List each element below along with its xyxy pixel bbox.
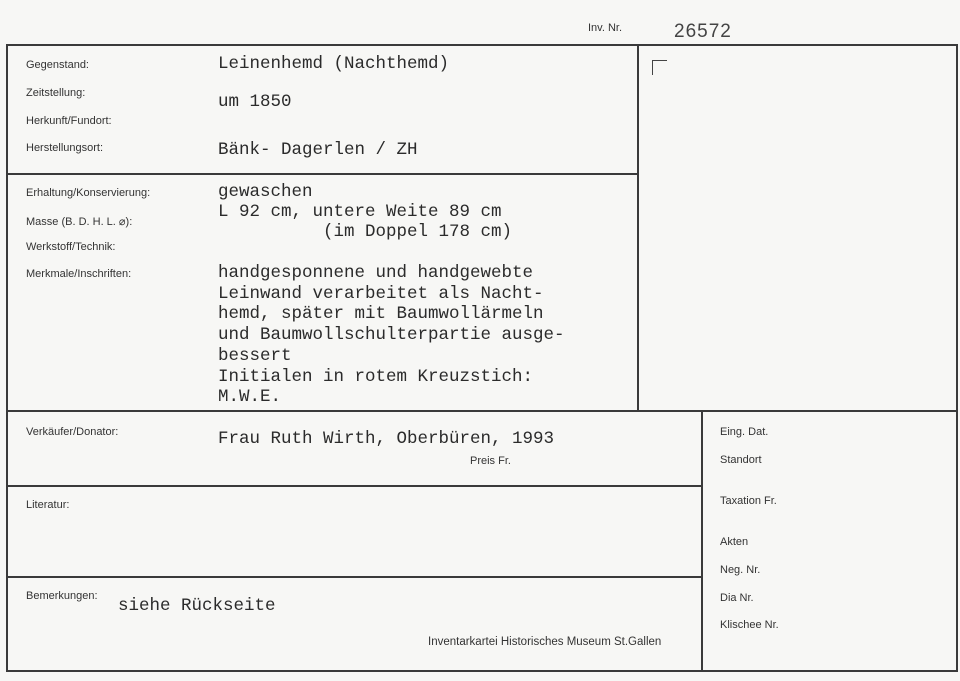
corner-mark xyxy=(652,60,667,75)
value-merkmale-line-3: hemd, später mit Baumwollärmeln xyxy=(218,304,544,324)
footer-institution: Inventarkartei Historisches Museum St.Gallen xyxy=(428,636,662,648)
value-zeitstellung: um 1850 xyxy=(218,92,292,112)
label-bemerkungen: Bemerkungen: xyxy=(26,590,98,602)
value-merkmale-line-7: M.W.E. xyxy=(218,387,282,407)
value-gegenstand: Leinenhemd (Nachthemd) xyxy=(218,54,450,74)
label-klischee-nr: Klischee Nr. xyxy=(720,619,779,631)
label-taxation: Taxation Fr. xyxy=(720,495,777,507)
label-standort: Standort xyxy=(720,454,762,466)
value-merkmale-line-4: und Baumwollschulterpartie ausge- xyxy=(218,325,565,345)
value-bemerkungen: siehe Rückseite xyxy=(118,596,276,616)
value-erhaltung: gewaschen xyxy=(218,182,313,202)
label-werkstoff: Werkstoff/Technik: xyxy=(26,241,116,253)
value-verkaeufer: Frau Ruth Wirth, Oberbüren, 1993 xyxy=(218,429,555,449)
label-gegenstand: Gegenstand: xyxy=(26,59,89,71)
label-herkunft: Herkunft/Fundort: xyxy=(26,115,112,127)
label-literatur: Literatur: xyxy=(26,499,70,511)
divider-left xyxy=(6,44,8,672)
inv-nr-label: Inv. Nr. xyxy=(588,22,623,34)
label-eing-dat: Eing. Dat. xyxy=(720,426,769,438)
value-masse-line1: L 92 cm, untere Weite 89 cm xyxy=(218,202,502,222)
label-akten: Akten xyxy=(720,536,749,548)
divider-section-3 xyxy=(6,485,702,487)
divider-right xyxy=(956,44,958,672)
label-merkmale: Merkmale/Inschriften: xyxy=(26,268,132,280)
value-merkmale-line-2: Leinwand verarbeitet als Nacht- xyxy=(218,284,544,304)
value-merkmale-line-6: Initialen in rotem Kreuzstich: xyxy=(218,367,534,387)
inv-nr-value: 26572 xyxy=(674,21,732,42)
divider-section-4 xyxy=(6,576,702,578)
divider-lower-column xyxy=(701,410,703,672)
divider-section-2 xyxy=(6,410,958,412)
label-neg-nr: Neg. Nr. xyxy=(720,564,761,576)
value-merkmale-line-1: handgesponnene und handgewebte xyxy=(218,263,534,283)
label-herstellungsort: Herstellungsort: xyxy=(26,142,104,154)
label-zeitstellung: Zeitstellung: xyxy=(26,87,86,99)
label-verkaeufer: Verkäufer/Donator: xyxy=(26,426,119,438)
value-herstellungsort: Bänk- Dagerlen / ZH xyxy=(218,140,418,160)
divider-bottom xyxy=(6,670,958,672)
divider-top xyxy=(6,44,958,46)
value-masse-line2: (im Doppel 178 cm) xyxy=(218,222,513,242)
divider-upper-column xyxy=(637,44,639,412)
label-erhaltung: Erhaltung/Konservierung: xyxy=(26,187,151,199)
value-merkmale-line-5: bessert xyxy=(218,346,292,366)
label-dia-nr: Dia Nr. xyxy=(720,592,754,604)
label-masse: Masse (B. D. H. L. ⌀): xyxy=(26,216,133,228)
label-preis: Preis Fr. xyxy=(470,455,511,467)
divider-section-1 xyxy=(6,173,638,175)
